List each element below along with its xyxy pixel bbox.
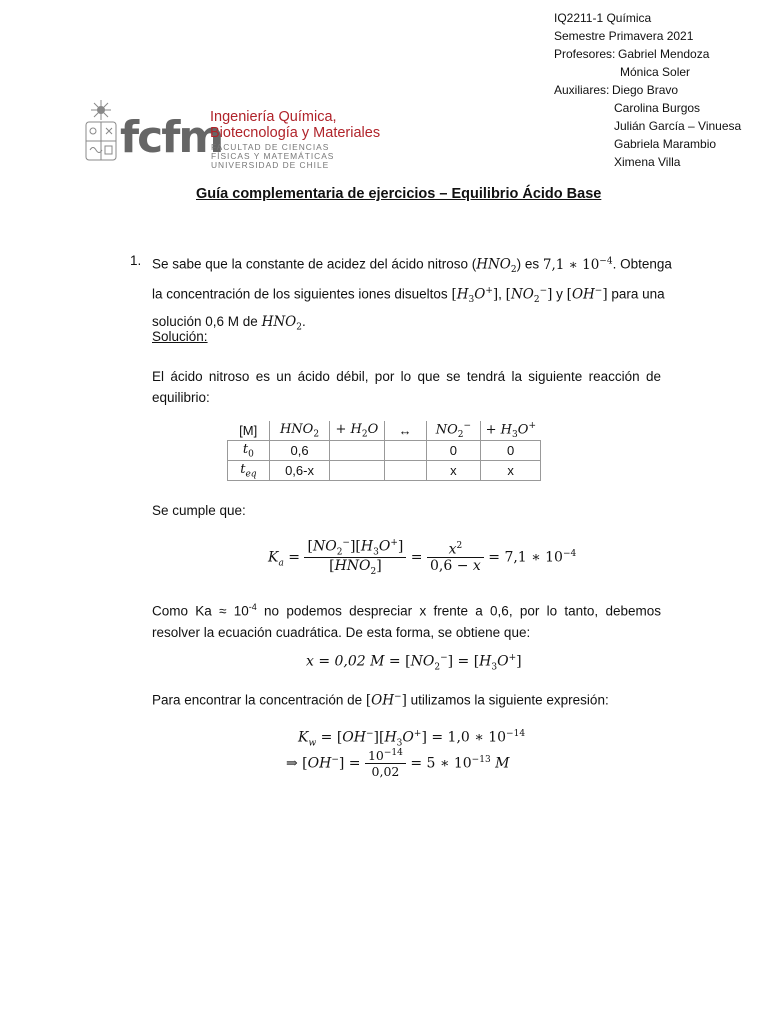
assistant-4: Gabriela Marambio [614,137,717,151]
hno2-header: $HNO_2$ [269,421,329,441]
problem-number: 1. [130,253,142,268]
teq-h3o: x [481,461,541,481]
t0-h2o [330,441,384,461]
faculty-line-2: FÍSICAS Y MATEMÁTICAS [211,151,335,161]
professor-2: Mónica Soler [620,65,691,79]
faculty-line-3: UNIVERSIDAD DE CHILE [211,160,330,170]
assistant-1: Diego Bravo [612,83,679,97]
t0-no2: 0 [426,441,480,461]
t0-hno2: 0,6 [269,441,329,461]
professors-label: Profesores: [554,47,616,61]
para-text: Para encontrar la concentración de [OH−] utilizamos la siguiente expresión: [152,692,609,709]
t0-arrow [384,441,426,461]
unit-header: [M] [228,421,270,441]
table-row-t0 [228,441,541,461]
x-equation: x = 0,02 $M = [NO_2^-] = [H_3O^+]$ [306,653,522,673]
como-paragraph: Como $Ka \approx 10^{-4}$ no podemos despreciar x frente a 0,6, por lo tanto, debemos resolver la ecuación cuadrática. De esta forma, se obtiene que: [152,602,661,640]
department-line-2: Biotecnología y Materiales [210,125,381,141]
course-code: IQ2211-1 Química [554,11,652,25]
t0-label: $t_0$ [228,441,270,461]
professor-1: Gabriel Mendoza [618,47,710,61]
teq-h2o [330,461,384,481]
h2o-header: + $H_2O$ [330,421,384,441]
university-seal-icon [82,98,120,164]
assistant-2: Carolina Burgos [614,101,701,115]
assistants-label: Auxiliares: [554,83,610,97]
intro-paragraph: El ácido nitroso es un ácido débil, por lo que se tendrá la siguiente reacción de equilibrio: [152,369,661,405]
solution-label: Solución: [152,329,208,344]
fcfm-wordmark: fcfm [120,112,223,163]
h3o-header: + $H_3O^+$ [481,421,541,441]
teq-label: $t_{eq}$ [228,461,270,481]
faculty-line-1: FACULTAD DE CIENCIAS [211,142,330,152]
reaction-header-row [228,421,541,441]
equilibrium-arrow: ↔ [384,421,426,441]
teq-no2: x [426,461,480,481]
t0-h3o: 0 [481,441,541,461]
department-line-1: Ingeniería Química, [210,109,337,125]
assistant-5: Ximena Villa [614,155,681,169]
kw-equation: $K_w = [OH^-][H_3O^+] = 1,0$ ∗ $10^{-14}$ [298,729,526,749]
semester: Semestre Primavera 2021 [554,29,694,43]
no2-header: $NO_2^-$ [426,421,480,441]
ka-equation: $K_a$ = $\frac{[NO_2^-][H_3O^+]}{[HNO_2]}$ = $\frac{x^2}{0,6 - x}$ = 7,1 ∗ $10^{-4}$ [268,538,577,578]
cumple-text: Se cumple que: [152,503,246,518]
table-row-teq [228,461,541,481]
assistant-3: Julián García – Vinuesa [614,119,742,133]
reaction-table [227,421,541,481]
page-title: Guía complementaria de ejercicios – Equilibrio Ácido Base [196,186,602,202]
teq-arrow [384,461,426,481]
oh-equation: ⇒ [OH−] = $\frac{10^{-14}}{0,02}$ = 5 ∗ $10^{-13}$ M [286,748,510,780]
problem-statement: Se sabe que la constante de acidez del ácido nitroso $(HNO_2)$ es 7,1 ∗ $10^{-4}$. Obtenga la concentración de los siguientes iones disueltos $[H_3O^+]$, $[NO_2^-]$ y [OH−] para una solución 0,6 M de $HNO_2$. [152,256,672,334]
teq-hno2: 0,6-x [269,461,329,481]
